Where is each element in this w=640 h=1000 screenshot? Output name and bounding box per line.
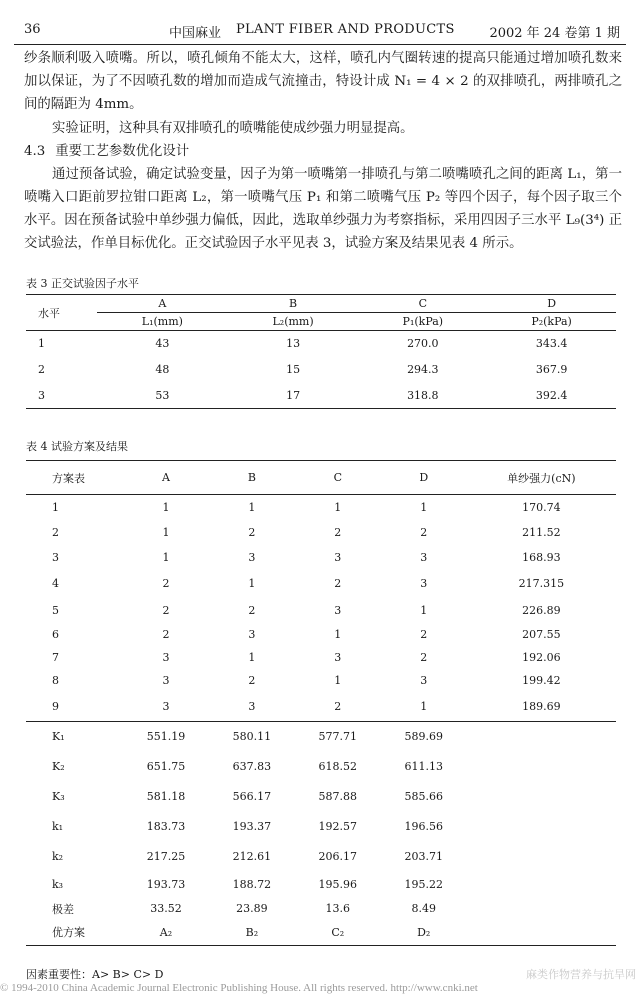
stat-label: k₂ (52, 850, 64, 863)
stat-row (26, 842, 616, 872)
factor-unit: L₂(mm) (228, 313, 359, 331)
strength-cell: 207.55 (522, 628, 561, 641)
table-cell: 212.61 (232, 850, 272, 863)
stat-label: K₁ (26, 722, 123, 752)
table-row (26, 670, 616, 692)
level-cell: 3 (26, 383, 97, 409)
level-header: 水平 (26, 295, 97, 331)
table-cell: 195.22 (404, 878, 443, 891)
stat-row (26, 722, 616, 752)
table-cell: 1 (420, 500, 428, 514)
section-number: 4.3 (24, 144, 46, 159)
table-cell: 2 (420, 628, 428, 641)
watermark-text: 麻类作物营养与抗旱网 (526, 968, 636, 981)
table-cell: 17 (228, 383, 359, 409)
table-cell: 637.83 (232, 760, 272, 773)
table-row (26, 597, 616, 624)
table-cell: 587.88 (318, 790, 358, 803)
table-cell: 1 (334, 674, 342, 687)
table-row (26, 357, 616, 383)
table-cell: 3 (162, 651, 170, 664)
table-cell: 188.72 (232, 878, 272, 891)
table-cell: 343.4 (535, 337, 568, 351)
table-cell: 294.3 (407, 363, 439, 376)
table-cell: 13.6 (325, 902, 351, 915)
table-cell: 1 (248, 576, 256, 590)
column-header: B (209, 461, 295, 495)
table-row (26, 495, 616, 520)
table-cell: 8.49 (411, 902, 436, 915)
factor-letter: D (487, 295, 616, 313)
table-cell: 270.0 (407, 337, 439, 351)
factor-unit: L₁(mm) (97, 313, 228, 331)
strength-cell: 170.74 (522, 500, 561, 514)
table-cell: 618.52 (318, 760, 358, 773)
table-cell: 1 (420, 603, 428, 617)
stat-row (26, 898, 616, 920)
table-cell: 183.73 (146, 820, 186, 833)
table-cell: 1 (334, 500, 342, 514)
table-cell: 1 (162, 550, 170, 564)
table-cell: 367.9 (535, 363, 568, 376)
page-number: 36 (24, 22, 41, 37)
copyright-footer: © 1994-2010 China Academic Journal Electronic Publishing House. All rights reserved. http://www.cnki.net (0, 982, 478, 994)
strength-cell: 192.06 (522, 651, 561, 664)
table-cell: 566.17 (232, 790, 272, 803)
table-cell: 13 (286, 337, 301, 351)
factor-level-table (26, 294, 616, 409)
stat-label: 极差 (52, 902, 74, 916)
table-cell: 33.52 (150, 902, 182, 915)
table-cell: 3 (420, 674, 428, 687)
table-row (26, 383, 616, 409)
stat-row (26, 872, 616, 898)
strength-cell: 199.42 (522, 674, 561, 687)
table-cell: 193.37 (232, 820, 272, 833)
table-cell: 581.18 (146, 790, 186, 803)
table-cell: 611.13 (404, 760, 443, 773)
table-cell: D₂ (381, 920, 467, 946)
table-cell: 3 (248, 550, 256, 564)
table-cell: 392.4 (487, 383, 616, 409)
section-title: 重要工艺参数优化设计 (55, 144, 190, 159)
strength-cell: 217.315 (518, 576, 565, 590)
run-id-cell: 1 (52, 500, 59, 514)
stat-row (26, 920, 616, 946)
table-cell: 48 (155, 363, 170, 376)
issue-info: 2002 年 24 卷第 1 期 (489, 26, 620, 41)
column-header: D (381, 461, 467, 495)
stat-label: K₃ (52, 790, 65, 803)
table-cell: 53 (97, 383, 228, 409)
run-id-cell: 2 (52, 525, 59, 539)
table-cell: 3 (420, 550, 428, 564)
stat-row (26, 782, 616, 812)
table-cell: 192.57 (318, 820, 358, 833)
paragraph-1: 纱条顺利吸入喷嘴。所以，喷孔倾角不能太大，这样，喷孔内气圈转速的提高只能通过增加喷孔数来加以保证，为了不因喷孔数的增加而造成气流撞击，特设计成 N₁ = 4 × 2 的双排喷孔，两排喷孔之间的隔距为 4mm。 (24, 51, 622, 112)
journal-name-cn: 中国麻业 (169, 26, 222, 41)
stat-label: k₃ (52, 878, 64, 891)
table-row (26, 545, 616, 570)
factor-unit: P₁(kPa) (358, 313, 487, 331)
factor-unit: P₂(kPa) (487, 313, 616, 331)
table-cell: 3 (162, 674, 170, 687)
table-row (26, 624, 616, 646)
table-cell: A₂ (123, 920, 209, 946)
table-cell: 551.19 (123, 722, 209, 752)
run-id-cell: 8 (52, 674, 59, 687)
table-cell: 1 (248, 500, 256, 514)
table-cell: 43 (155, 337, 170, 351)
table-cell: 1 (248, 651, 256, 664)
level-cell: 1 (38, 337, 45, 351)
table-row (26, 331, 616, 357)
factor-importance: 因素重要性：A> B> C> D (26, 968, 164, 981)
table4-caption: 表 4 试验方案及结果 (26, 440, 128, 453)
section-heading (24, 140, 189, 163)
table-cell: C₂ (295, 920, 381, 946)
table-cell: 206.17 (318, 850, 358, 863)
paragraph-3: 通过预备试验，确定试验变量，因子为第一喷嘴第一排喷孔与第二喷嘴喷孔之间的距离 L₁，第一喷嘴入口距前罗拉钳口距离 L₂，第一喷嘴气压 P₁ 和第二喷嘴气压 P₂ 等四个因子，每个因子取三个水平。因在预备试验中单纱强力偏低，因此，选取单纱强力为考察指标，采用四因子三水平 L₉(3⁴) 正交试验法，作单目标优化。正交试验因子水平见表 3，试验方案及结果见表 4 所示。 (24, 167, 622, 251)
stat-label: k₁ (52, 820, 64, 833)
table-row (26, 520, 616, 545)
column-header: A (123, 461, 209, 495)
stat-row (26, 752, 616, 782)
table-cell: 217.25 (146, 850, 186, 863)
run-id-cell: 9 (52, 699, 59, 713)
experiment-results-table (26, 460, 616, 946)
table-cell: 585.66 (404, 790, 443, 803)
table-cell: 195.96 (318, 878, 358, 891)
table-row (26, 646, 616, 670)
column-header: C (295, 461, 381, 495)
table-cell: 15 (286, 363, 301, 376)
run-id-cell: 4 (52, 576, 59, 590)
paragraph-2: 实验证明，这种具有双排喷孔的喷嘴能使成纱强力明显提高。 (52, 121, 414, 136)
table-cell: 1 (162, 500, 170, 514)
table-cell: B₂ (209, 920, 295, 946)
table-cell: 2 (420, 525, 428, 539)
stat-label: K₂ (52, 760, 65, 773)
table-cell: 3 (162, 699, 170, 713)
factor-letter: B (228, 295, 359, 313)
table-cell: 1 (162, 525, 170, 539)
journal-name-en: PLANT FIBER AND PRODUCTS (236, 22, 455, 37)
table-cell: 196.56 (404, 820, 443, 833)
run-id-cell: 7 (52, 651, 59, 664)
strength-cell: 211.52 (522, 525, 561, 539)
table-cell: 203.71 (404, 850, 443, 863)
table-cell: 2 (248, 674, 256, 687)
table3-caption: 表 3 正交试验因子水平 (26, 277, 139, 290)
strength-cell: 226.89 (522, 603, 561, 617)
table-cell: 2 (162, 628, 170, 641)
table-cell: 2 (248, 525, 256, 539)
table-row (26, 570, 616, 597)
table-cell: 3 (334, 651, 342, 664)
factor-letter: C (358, 295, 487, 313)
table-cell: 2 (162, 603, 170, 617)
table-cell: 2 (334, 525, 342, 539)
run-id-cell: 6 (52, 628, 59, 641)
table-cell: 2 (248, 603, 256, 617)
run-id-cell: 3 (52, 550, 59, 564)
table-cell: 577.71 (295, 722, 381, 752)
table-cell: 2 (334, 699, 342, 713)
stat-row (26, 812, 616, 842)
table-cell: 2 (334, 576, 342, 590)
column-header: 单纱强力(cN) (467, 461, 616, 495)
run-id-cell: 5 (52, 603, 59, 617)
table-cell: 318.8 (358, 383, 487, 409)
table-cell: 3 (248, 699, 256, 713)
table-cell: 3 (334, 550, 342, 564)
table-cell: 580.11 (209, 722, 295, 752)
column-header: 方案表 (26, 461, 123, 495)
table-row (26, 692, 616, 722)
table-cell: 3 (248, 628, 256, 641)
table-cell: 3 (420, 576, 428, 590)
table-cell: 1 (420, 699, 428, 713)
table-cell: 23.89 (236, 902, 268, 915)
strength-cell: 189.69 (522, 699, 561, 713)
table-cell: 193.73 (146, 878, 186, 891)
table-cell: 589.69 (381, 722, 467, 752)
page-header (14, 18, 626, 45)
table-cell: 3 (334, 603, 342, 617)
strength-cell: 168.93 (522, 550, 561, 564)
level-cell: 2 (38, 363, 45, 376)
table-cell: 2 (162, 576, 170, 590)
factor-letter: A (97, 295, 228, 313)
stat-label: 优方案 (26, 920, 123, 946)
table-cell: 2 (420, 651, 428, 664)
table-cell: 1 (334, 628, 342, 641)
table-cell: 651.75 (146, 760, 186, 773)
